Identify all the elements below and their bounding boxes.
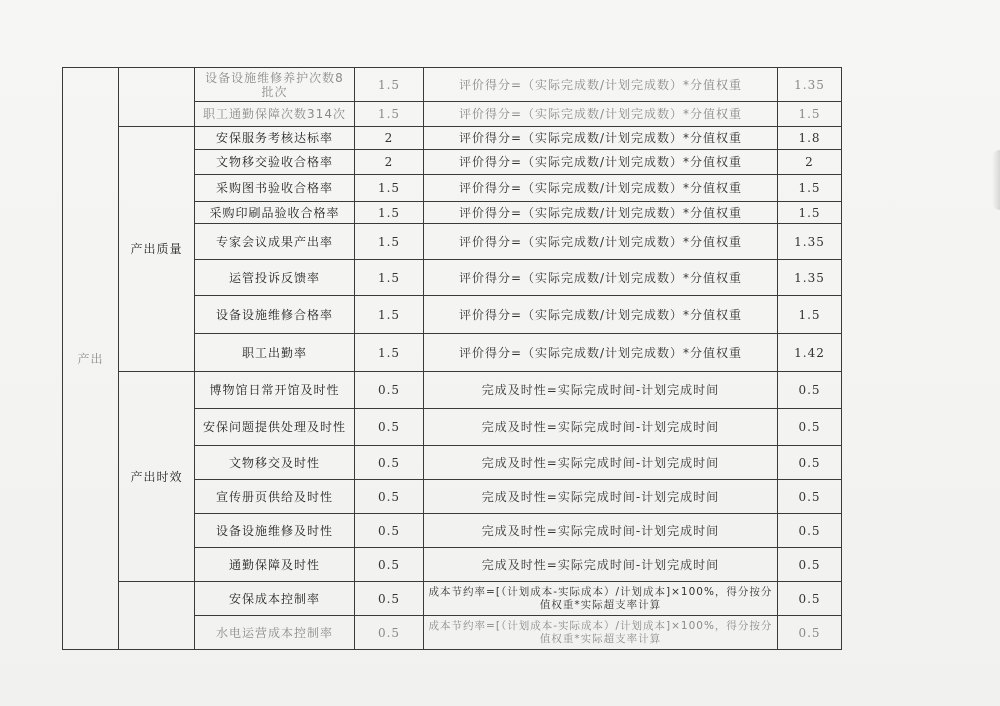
indicator-cell: 安保成本控制率 bbox=[195, 582, 355, 616]
table-row bbox=[63, 582, 842, 616]
weight-cell: 0.5 bbox=[355, 409, 424, 446]
method-cell: 评价得分=（实际完成数/计划完成数）*分值权重 bbox=[424, 334, 778, 372]
score-cell: 0.5 bbox=[778, 409, 842, 446]
method-cell: 完成及时性=实际完成时间-计划完成时间 bbox=[424, 409, 778, 446]
method-cell: 完成及时性=实际完成时间-计划完成时间 bbox=[424, 480, 778, 514]
score-cell: 0.5 bbox=[778, 582, 842, 616]
method-cell: 完成及时性=实际完成时间-计划完成时间 bbox=[424, 548, 778, 582]
indicator-cell: 采购印刷品验收合格率 bbox=[195, 202, 355, 224]
weight-cell: 1.5 bbox=[355, 334, 424, 372]
score-cell: 0.5 bbox=[778, 616, 842, 650]
score-cell: 1.5 bbox=[778, 202, 842, 224]
weight-cell: 1.5 bbox=[355, 260, 424, 296]
score-cell: 0.5 bbox=[778, 514, 842, 548]
indicator-cell: 设备设施维修合格率 bbox=[195, 296, 355, 334]
indicator-cell: 职工出勤率 bbox=[195, 334, 355, 372]
performance-table bbox=[62, 67, 842, 650]
method-cell: 评价得分=（实际完成数/计划完成数）*分值权重 bbox=[424, 296, 778, 334]
indicator-cell: 文物移交验收合格率 bbox=[195, 150, 355, 175]
weight-cell: 0.5 bbox=[355, 514, 424, 548]
indicator-cell: 安保问题提供处理及时性 bbox=[195, 409, 355, 446]
table-row bbox=[63, 68, 842, 102]
indicator-cell: 采购图书验收合格率 bbox=[195, 175, 355, 202]
score-cell: 1.35 bbox=[778, 68, 842, 102]
method-cell: 评价得分=（实际完成数/计划完成数）*分值权重 bbox=[424, 202, 778, 224]
score-cell: 1.5 bbox=[778, 175, 842, 202]
weight-cell: 1.5 bbox=[355, 175, 424, 202]
level1-category: 产出 bbox=[63, 68, 119, 650]
score-cell: 1.35 bbox=[778, 260, 842, 296]
weight-cell: 1.5 bbox=[355, 102, 424, 127]
score-cell: 1.5 bbox=[778, 296, 842, 334]
indicator-cell: 设备设施维修及时性 bbox=[195, 514, 355, 548]
method-cell: 评价得分=（实际完成数/计划完成数）*分值权重 bbox=[424, 102, 778, 127]
score-cell: 2 bbox=[778, 150, 842, 175]
indicator-cell: 运管投诉反馈率 bbox=[195, 260, 355, 296]
score-cell: 1.8 bbox=[778, 127, 842, 150]
score-cell: 1.5 bbox=[778, 102, 842, 127]
weight-cell: 1.5 bbox=[355, 68, 424, 102]
indicator-cell: 专家会议成果产出率 bbox=[195, 224, 355, 260]
indicator-cell: 通勤保障及时性 bbox=[195, 548, 355, 582]
weight-cell: 0.5 bbox=[355, 582, 424, 616]
level2-category-blank bbox=[119, 582, 195, 650]
scan-edge-shadow bbox=[992, 150, 1000, 210]
method-cell: 完成及时性=实际完成时间-计划完成时间 bbox=[424, 372, 778, 409]
indicator-cell: 水电运营成本控制率 bbox=[195, 616, 355, 650]
method-cell: 完成及时性=实际完成时间-计划完成时间 bbox=[424, 446, 778, 480]
weight-cell: 0.5 bbox=[355, 372, 424, 409]
level2-category-quality: 产出质量 bbox=[119, 127, 195, 372]
level2-category-blank bbox=[119, 68, 195, 127]
method-cell: 成本节约率=[（计划成本-实际成本）/计划成本]×100%，得分按分值权重*实际超支率计算 bbox=[424, 582, 778, 616]
method-cell: 评价得分=（实际完成数/计划完成数）*分值权重 bbox=[424, 127, 778, 150]
weight-cell: 2 bbox=[355, 150, 424, 175]
indicator-cell: 职工通勤保障次数314次 bbox=[195, 102, 355, 127]
weight-cell: 0.5 bbox=[355, 480, 424, 514]
weight-cell: 1.5 bbox=[355, 296, 424, 334]
indicator-cell: 文物移交及时性 bbox=[195, 446, 355, 480]
weight-cell: 1.5 bbox=[355, 202, 424, 224]
score-cell: 0.5 bbox=[778, 480, 842, 514]
table-row bbox=[63, 127, 842, 150]
indicator-cell: 安保服务考核达标率 bbox=[195, 127, 355, 150]
weight-cell: 0.5 bbox=[355, 446, 424, 480]
score-cell: 0.5 bbox=[778, 372, 842, 409]
weight-cell: 2 bbox=[355, 127, 424, 150]
indicator-cell: 宣传册页供给及时性 bbox=[195, 480, 355, 514]
score-cell: 0.5 bbox=[778, 446, 842, 480]
method-cell: 评价得分=（实际完成数/计划完成数）*分值权重 bbox=[424, 260, 778, 296]
method-cell: 评价得分=（实际完成数/计划完成数）*分值权重 bbox=[424, 224, 778, 260]
method-cell: 评价得分=（实际完成数/计划完成数）*分值权重 bbox=[424, 150, 778, 175]
score-cell: 1.35 bbox=[778, 224, 842, 260]
score-cell: 0.5 bbox=[778, 548, 842, 582]
weight-cell: 0.5 bbox=[355, 548, 424, 582]
indicator-cell: 设备设施维修养护次数8批次 bbox=[195, 68, 355, 102]
weight-cell: 0.5 bbox=[355, 616, 424, 650]
indicator-cell: 博物馆日常开馆及时性 bbox=[195, 372, 355, 409]
method-cell: 评价得分=（实际完成数/计划完成数）*分值权重 bbox=[424, 68, 778, 102]
level2-category-timeliness: 产出时效 bbox=[119, 372, 195, 582]
method-cell: 完成及时性=实际完成时间-计划完成时间 bbox=[424, 514, 778, 548]
weight-cell: 1.5 bbox=[355, 224, 424, 260]
score-cell: 1.42 bbox=[778, 334, 842, 372]
method-cell: 成本节约率=[（计划成本-实际成本）/计划成本]×100%，得分按分值权重*实际超支率计算 bbox=[424, 616, 778, 650]
table-row bbox=[63, 372, 842, 409]
method-cell: 评价得分=（实际完成数/计划完成数）*分值权重 bbox=[424, 175, 778, 202]
